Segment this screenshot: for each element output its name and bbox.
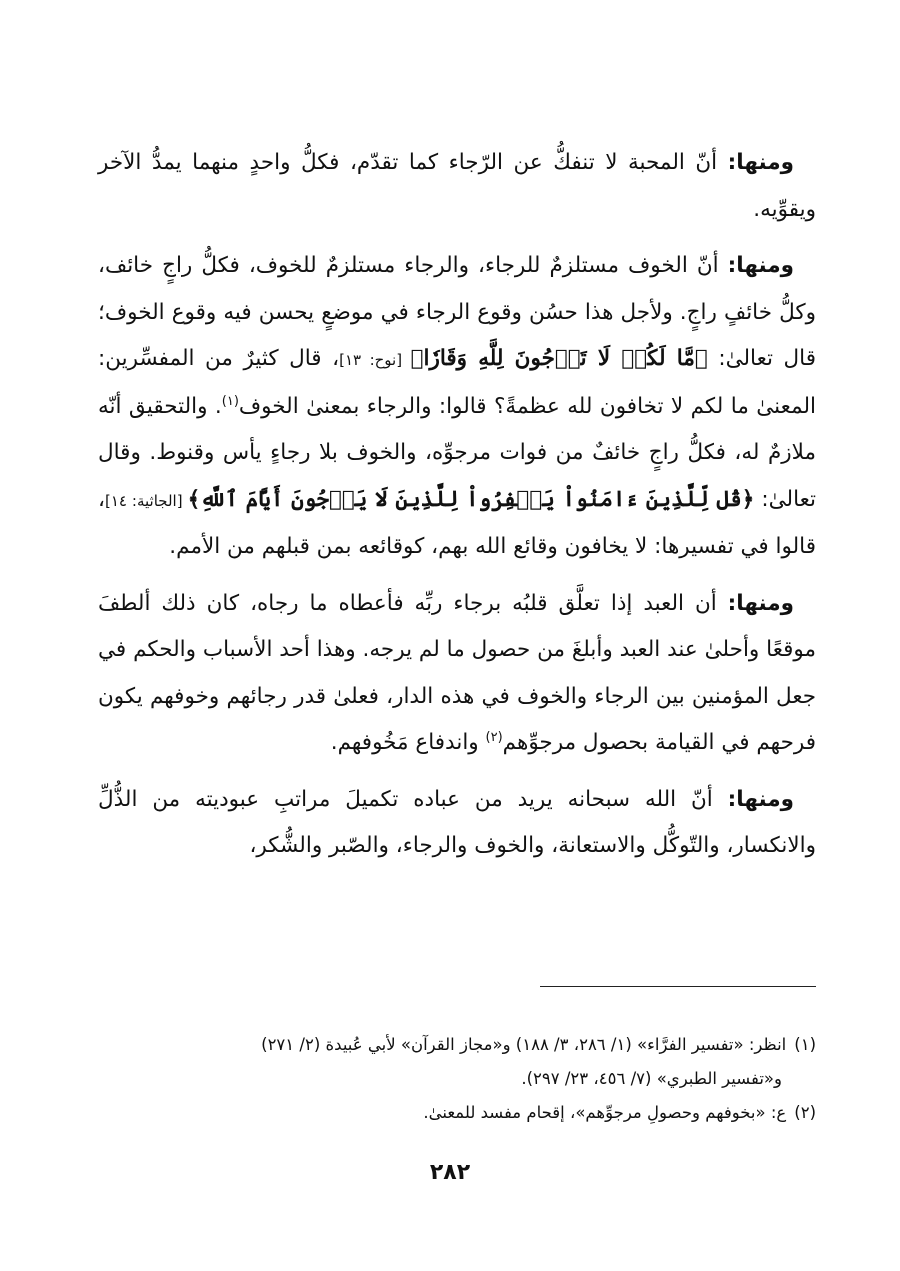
paragraph-4 (98, 777, 816, 870)
paragraph-3 (98, 581, 816, 767)
footnote-2 (98, 1096, 816, 1130)
verse-reference: [نوح: ١٣] (339, 351, 411, 369)
footnote-number: (١) (794, 1035, 816, 1054)
paragraph-text: ، قال كثيرٌ من المفسِّرين: المعنىٰ ما لكم لا تخافون لله عظمةً؟ قالوا: والرجاء بمعنىٰ الخوف (98, 346, 816, 419)
paragraph-lead: ومنها: (727, 590, 794, 616)
paragraph-text: ، قالوا في تفسيرها: لا يخافون وقائع الله بهم، كوقائعه بمن قبلهم من الأمم. (98, 486, 816, 559)
paragraph-1 (98, 140, 816, 233)
paragraph-text: واندفاع مَخُوفهم. (330, 730, 486, 755)
footnote-marker[interactable]: (١) (221, 393, 239, 409)
paragraph-text: أنّ المحبة لا تنفكُّ عن الرّجاء كما تقدّم، فكلُّ واحدٍ منهما يمدُّ الآخر ويقوِّيه. (98, 150, 816, 222)
paragraph-lead: ومنها: (727, 253, 794, 278)
paragraph-text: أنّ الخوف مستلزمٌ للرجاء، والرجاء مستلزمٌ للخوف، فكلُّ راجٍ خائف، وكلُّ خائفٍ راجٍ. ولأجل هذا حسُن وقوع الرجاء في موضعٍ يحسن فيه وقوع الخوف؛ قال تعالىٰ: (98, 253, 816, 371)
paragraph-lead: ومنها: (727, 150, 794, 175)
quran-verse: ﴿قُل لِّلَّذِينَ ءَامَنُواْ يَغۡفِرُواْ لِلَّذِينَ لَا يَرۡجُونَ أَيَّامَ ٱللَّهِ﴾ (187, 486, 755, 512)
footnote-1 (98, 1028, 816, 1062)
paragraph-text: أن العبد إذا تعلَّق قلبُه برجاء ربِّه فأعطاه ما رجاه، كان ذلك ألطفَ موقعًا وأحلىٰ عند العبد وأبلغَ من حصول ما لم يرجه. وهذا أحد الأسباب والحكم في جعل المؤمنين بين الرجاء والخوف في هذه الدار، فعلىٰ قدر رجائهم وخوفهم يكون فرحهم في القيامة بحصول مرجوِّهم (98, 590, 816, 755)
footnote-number: (٢) (794, 1103, 816, 1122)
footnote-text: ع: «بخوفهم وحصولِ مرجوِّهم»، إقحام مفسد للمعنىٰ. (423, 1103, 787, 1122)
quran-verse: ﴿مَّا لَكُمۡ لَا تَرۡجُونَ لِلَّهِ وَقَارٗا﴾ (410, 346, 708, 371)
main-text (98, 140, 816, 880)
footnote-text: انظر: «تفسير الفرَّاء» (١/ ٢٨٦، ٣/ ١٨٨) و«مجاز القرآن» لأبي عُبيدة (٢/ ٢٧١) (261, 1035, 787, 1054)
verse-reference: [الجاثية: ١٤] (104, 491, 188, 510)
footnote-1-continuation: و«تفسير الطبري» (٧/ ٤٥٦، ٢٣/ ٢٩٧). (521, 1069, 782, 1088)
paragraph-2 (98, 243, 816, 571)
page-number: ٢٨٢ (429, 1160, 471, 1185)
paragraph-text: . والتحقيق أنّه ملازمٌ له، فكلُّ راجٍ خائفٌ من فوات مرجوِّه، والخوف بلا رجاءٍ يأس وقنوط. وقال تعالىٰ: (98, 393, 816, 512)
footnote-separator (540, 986, 816, 987)
paragraph-lead: ومنها: (727, 786, 794, 812)
footnotes (98, 1028, 816, 1130)
paragraph-text: أنّ الله سبحانه يريد من عباده تكميلَ مراتبِ عبوديته من الذُّلِّ والانكسار، والتّوكُّل والاستعانة، والخوف والرجاء، والصّبر والشُّكر، (98, 786, 816, 858)
footnote-marker[interactable]: (٢) (485, 729, 503, 745)
